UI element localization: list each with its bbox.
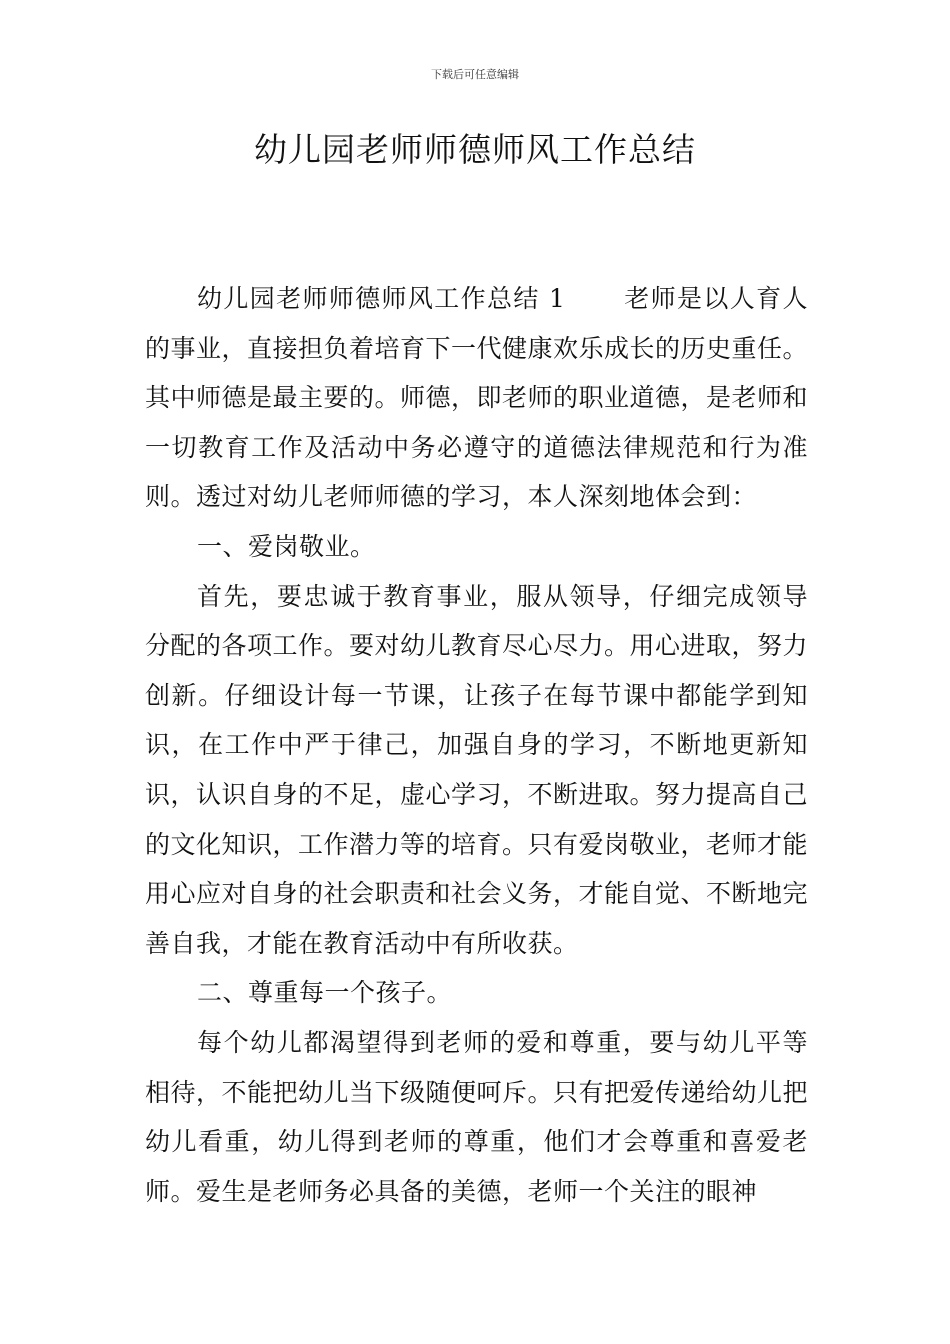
section-heading-1: 幼儿园老师师德师风工作总结 1 [197,284,566,313]
document-title: 幼儿园老师师德师风工作总结 [254,130,696,169]
paragraph-text: 老师是以人育人的事业，直接担负着培育下一代健康欢乐成长的历史重任。其中师德是最主要的。师德，即老师的职业道德，是老师和一切教育工作及活动中务必遵守的道德法律规范和行为准则。透过对幼儿老师师德的学习，本人深刻地体会到： [145,284,809,512]
paragraph-3: 首先，要忠诚于教育事业，服从领导，仔细完成领导分配的各项工作。要对幼儿教育尽心尽力。用心进取，努力创新。仔细设计每一节课，让孩子在每节课中都能学到知识，在工作中严于律己，加强自身的学习，不断地更新知识，认识自身的不足，虚心学习，不断进取。努力提高自己的文化知识，工作潜力等的培育。只有爱岗敬业，老师才能用心应对自身的社会职责和社会义务，才能自觉、不断地完善自我，才能在教育活动中有所收获。 [145,581,809,958]
paragraph-2: 一、爱岗敬业。 [197,531,376,561]
header-note: 下载后可任意编辑 [431,68,519,81]
paragraph-1 [145,274,808,522]
paragraph-5: 每个幼儿都渴望得到老师的爱和尊重，要与幼儿平等相待，不能把幼儿当下级随便呵斥。只有把爱传递给幼儿把幼儿看重，幼儿得到老师的尊重，他们才会尊重和喜爱老师。爱生是老师务必具备的美德，老师一个关注的眼神 [145,1027,809,1206]
paragraph-4: 二、尊重每一个孩子。 [197,978,453,1008]
document-body [145,274,808,1216]
